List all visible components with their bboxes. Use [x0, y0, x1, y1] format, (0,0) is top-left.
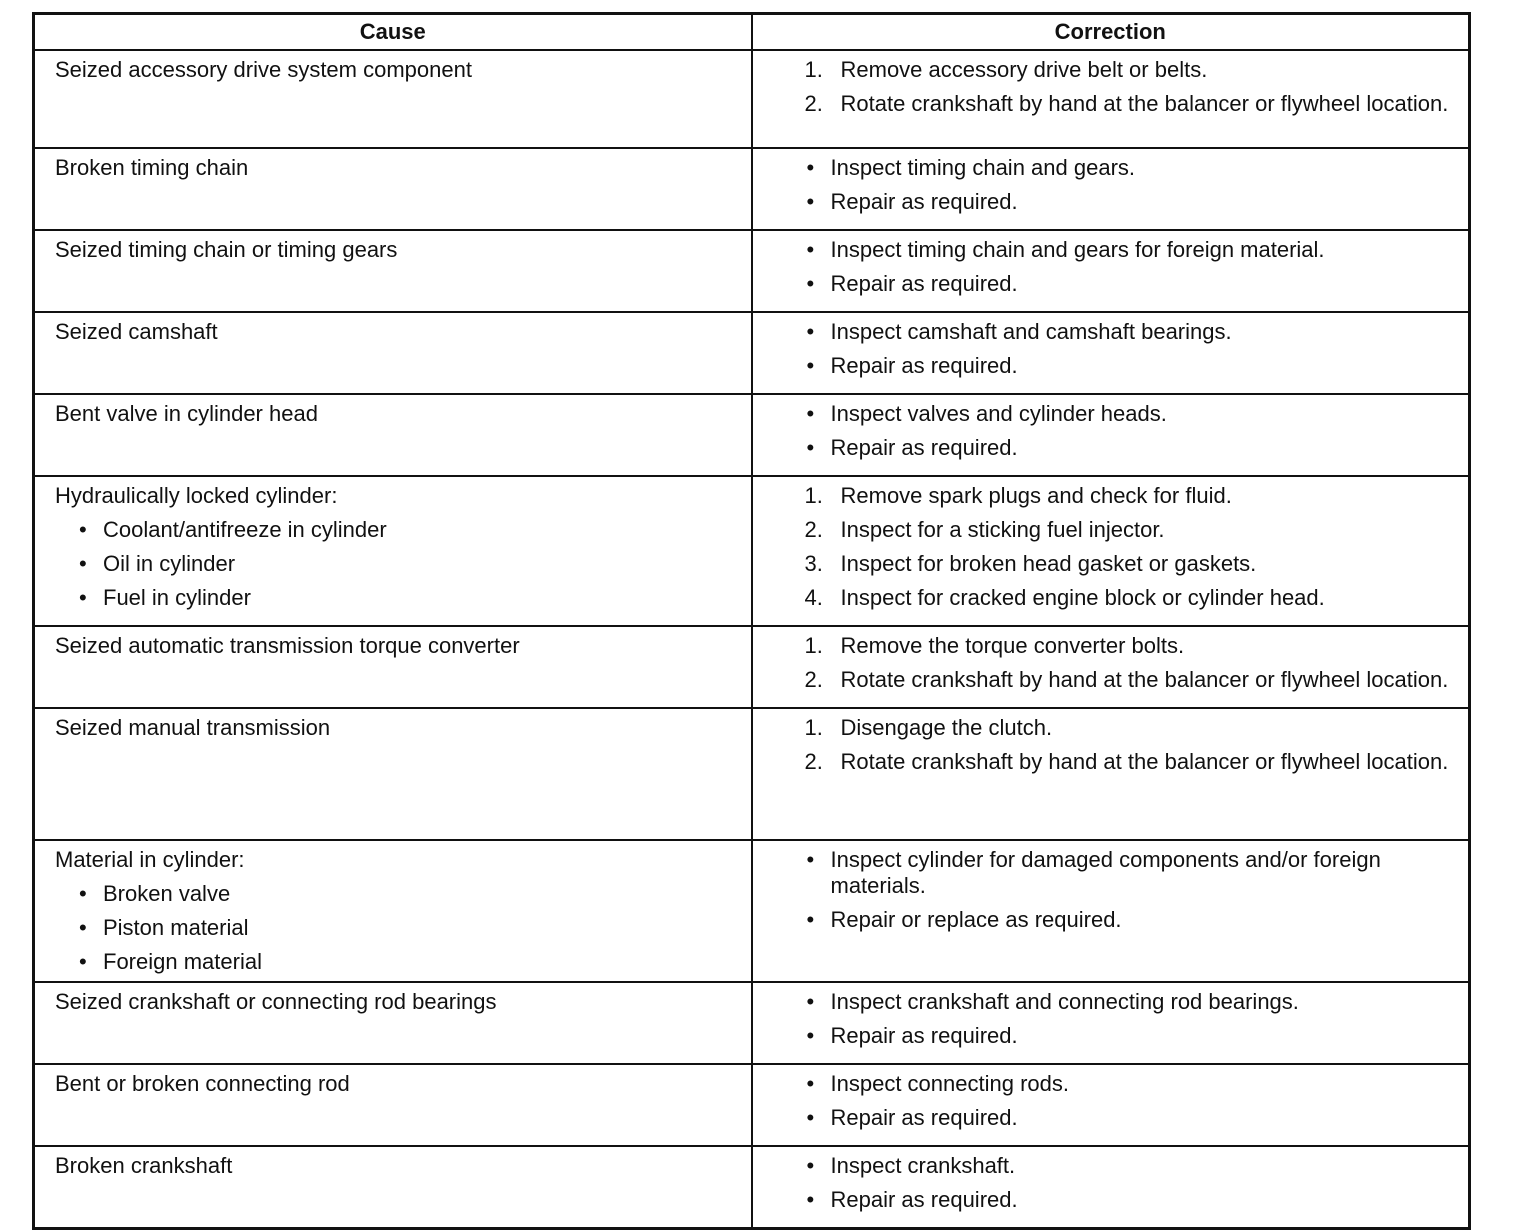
cause-column-header: Cause: [34, 14, 752, 51]
table-row: [34, 476, 1470, 626]
bullet-icon: •: [79, 949, 87, 974]
cause-subitem: [55, 949, 733, 975]
step-number: 3.: [804, 551, 823, 576]
cause-cell: [34, 1146, 752, 1229]
cause-subitem-text: Coolant/antifreeze in cylinder: [103, 517, 387, 542]
cause-subitem: [55, 551, 733, 577]
correction-text: Remove accessory drive belt or belts.: [840, 57, 1208, 82]
table-row: [34, 1146, 1470, 1229]
bullet-icon: •: [806, 353, 815, 378]
table-row: [34, 394, 1470, 476]
table-row: [34, 626, 1470, 708]
cause-cell: [34, 148, 752, 230]
cause-cell: [34, 1064, 752, 1146]
correction-item: [773, 585, 1451, 611]
correction-bullet-list: [773, 989, 1451, 1049]
correction-item: [773, 1187, 1451, 1213]
bullet-icon: •: [806, 1105, 815, 1130]
correction-column-header: Correction: [752, 14, 1470, 51]
correction-text: Inspect connecting rods.: [830, 1071, 1069, 1096]
correction-text: Rotate crankshaft by hand at the balancer or flywheel location.: [840, 749, 1449, 774]
correction-text: Remove spark plugs and check for fluid.: [840, 483, 1232, 508]
correction-bullet-list: [773, 155, 1451, 215]
cause-cell: [34, 476, 752, 626]
step-number: 4.: [804, 585, 823, 610]
correction-item: [773, 907, 1451, 933]
cause-cell: [34, 394, 752, 476]
correction-item: [773, 551, 1451, 577]
correction-text: Rotate crankshaft by hand at the balancer or flywheel location.: [840, 91, 1449, 116]
bullet-icon: •: [806, 271, 815, 296]
bullet-icon: •: [806, 401, 815, 426]
table-row: [34, 230, 1470, 312]
correction-item: [773, 633, 1451, 659]
cause-subitem-list: [55, 517, 733, 611]
correction-text: Repair as required.: [830, 1105, 1018, 1130]
cause-text: Bent valve in cylinder head: [55, 401, 318, 426]
correction-item: [773, 847, 1451, 899]
correction-cell: [752, 708, 1470, 840]
correction-item: [773, 1071, 1451, 1097]
cause-subitem: [55, 517, 733, 543]
bullet-icon: •: [79, 585, 87, 610]
step-number: 2.: [804, 749, 823, 774]
cause-subitem: [55, 881, 733, 907]
table-row: [34, 982, 1470, 1064]
correction-text: Repair as required.: [830, 435, 1018, 460]
bullet-icon: •: [806, 1071, 815, 1096]
correction-text: Remove the torque converter bolts.: [840, 633, 1185, 658]
cause-subitem-text: Fuel in cylinder: [103, 585, 251, 610]
correction-item: [773, 271, 1451, 297]
step-number: 2.: [804, 517, 823, 542]
bullet-icon: •: [806, 989, 815, 1014]
correction-bullet-list: [773, 401, 1451, 461]
cause-cell: [34, 840, 752, 982]
correction-text: Inspect camshaft and camshaft bearings.: [830, 319, 1232, 344]
cause-cell: [34, 50, 752, 148]
cause-text: Seized camshaft: [55, 319, 218, 344]
step-number: 1.: [804, 483, 823, 508]
cause-text: Seized timing chain or timing gears: [55, 237, 398, 262]
bullet-icon: •: [806, 435, 815, 460]
correction-cell: [752, 840, 1470, 982]
cause-text: Seized automatic transmission torque converter: [55, 633, 520, 658]
correction-item: [773, 353, 1451, 379]
cause-subitem-text: Piston material: [103, 915, 249, 940]
table-row: [34, 1064, 1470, 1146]
bullet-icon: •: [79, 881, 87, 906]
correction-bullet-list: [773, 1153, 1451, 1213]
correction-item: [773, 1023, 1451, 1049]
bullet-icon: •: [806, 1187, 815, 1212]
correction-text: Repair as required.: [830, 271, 1018, 296]
correction-text: Disengage the clutch.: [840, 715, 1053, 740]
cause-subitem-text: Oil in cylinder: [103, 551, 236, 576]
table-row: [34, 840, 1470, 982]
correction-item: [773, 189, 1451, 215]
correction-step-list: [773, 715, 1451, 775]
correction-text: Inspect cylinder for damaged components and/or foreign materials.: [830, 847, 1381, 898]
correction-cell: [752, 50, 1470, 148]
table-row: [34, 148, 1470, 230]
correction-text: Inspect timing chain and gears.: [830, 155, 1136, 180]
cause-subitem-list: [55, 881, 733, 975]
bullet-icon: •: [79, 517, 87, 542]
cause-cell: [34, 708, 752, 840]
cause-subitem-text: Broken valve: [103, 881, 231, 906]
table-row: [34, 50, 1470, 148]
correction-text: Repair as required.: [830, 1023, 1018, 1048]
bullet-icon: •: [806, 1153, 815, 1178]
table-body: [34, 50, 1470, 1229]
correction-text: Inspect timing chain and gears for foreign material.: [830, 237, 1325, 262]
cause-text: Seized accessory drive system component: [55, 57, 472, 82]
bullet-icon: •: [806, 319, 815, 344]
cause-text: Bent or broken connecting rod: [55, 1071, 350, 1096]
correction-item: [773, 1105, 1451, 1131]
bullet-icon: •: [806, 907, 815, 932]
cause-cell: [34, 312, 752, 394]
correction-step-list: [773, 57, 1451, 117]
correction-item: [773, 57, 1451, 83]
correction-cell: [752, 394, 1470, 476]
step-number: 2.: [804, 91, 823, 116]
correction-text: Repair or replace as required.: [830, 907, 1122, 932]
correction-cell: [752, 1146, 1470, 1229]
correction-bullet-list: [773, 237, 1451, 297]
bullet-icon: •: [806, 155, 815, 180]
correction-cell: [752, 312, 1470, 394]
correction-bullet-list: [773, 319, 1451, 379]
correction-text: Repair as required.: [830, 1187, 1018, 1212]
bullet-icon: •: [79, 551, 87, 576]
table-row: [34, 708, 1470, 840]
correction-item: [773, 401, 1451, 427]
cause-text: Seized manual transmission: [55, 715, 331, 740]
correction-step-list: [773, 483, 1451, 611]
bullet-icon: •: [806, 1023, 815, 1048]
correction-text: Inspect valves and cylinder heads.: [830, 401, 1167, 426]
correction-text: Repair as required.: [830, 189, 1018, 214]
cause-cell: [34, 982, 752, 1064]
cause-cell: [34, 230, 752, 312]
correction-item: [773, 319, 1451, 345]
diagnostic-table-container: [32, 12, 1468, 1230]
bullet-icon: •: [806, 237, 815, 262]
correction-item: [773, 91, 1451, 117]
correction-text: Inspect for cracked engine block or cylinder head.: [840, 585, 1325, 610]
correction-cell: [752, 1064, 1470, 1146]
correction-text: Inspect crankshaft and connecting rod bearings.: [830, 989, 1299, 1014]
step-number: 1.: [804, 715, 823, 740]
correction-cell: [752, 148, 1470, 230]
correction-text: Inspect for broken head gasket or gaskets.: [840, 551, 1257, 576]
cause-correction-table: [32, 12, 1471, 1230]
bullet-icon: •: [806, 189, 815, 214]
cause-subitem: [55, 585, 733, 611]
correction-cell: [752, 476, 1470, 626]
correction-bullet-list: [773, 847, 1451, 933]
correction-item: [773, 667, 1451, 693]
cause-cell: [34, 626, 752, 708]
table-row: [34, 312, 1470, 394]
bullet-icon: •: [79, 915, 87, 940]
correction-step-list: [773, 633, 1451, 693]
cause-text: Broken crankshaft: [55, 1153, 233, 1178]
cause-text: Broken timing chain: [55, 155, 249, 180]
correction-bullet-list: [773, 1071, 1451, 1131]
correction-cell: [752, 626, 1470, 708]
cause-subitem: [55, 915, 733, 941]
correction-item: [773, 435, 1451, 461]
correction-item: [773, 237, 1451, 263]
bullet-icon: •: [806, 847, 815, 872]
correction-item: [773, 155, 1451, 181]
correction-text: Inspect for a sticking fuel injector.: [840, 517, 1165, 542]
correction-item: [773, 749, 1451, 775]
correction-text: Repair as required.: [830, 353, 1018, 378]
correction-item: [773, 483, 1451, 509]
cause-text: Material in cylinder:: [55, 847, 245, 872]
correction-item: [773, 715, 1451, 741]
correction-item: [773, 517, 1451, 543]
correction-item: [773, 1153, 1451, 1179]
table-header-row: [34, 14, 1470, 51]
cause-subitem-text: Foreign material: [103, 949, 262, 974]
correction-cell: [752, 982, 1470, 1064]
correction-text: Rotate crankshaft by hand at the balancer or flywheel location.: [840, 667, 1449, 692]
cause-text: Hydraulically locked cylinder:: [55, 483, 338, 508]
step-number: 2.: [804, 667, 823, 692]
correction-item: [773, 989, 1451, 1015]
step-number: 1.: [804, 57, 823, 82]
cause-text: Seized crankshaft or connecting rod bearings: [55, 989, 497, 1014]
step-number: 1.: [804, 633, 823, 658]
correction-cell: [752, 230, 1470, 312]
correction-text: Inspect crankshaft.: [830, 1153, 1016, 1178]
